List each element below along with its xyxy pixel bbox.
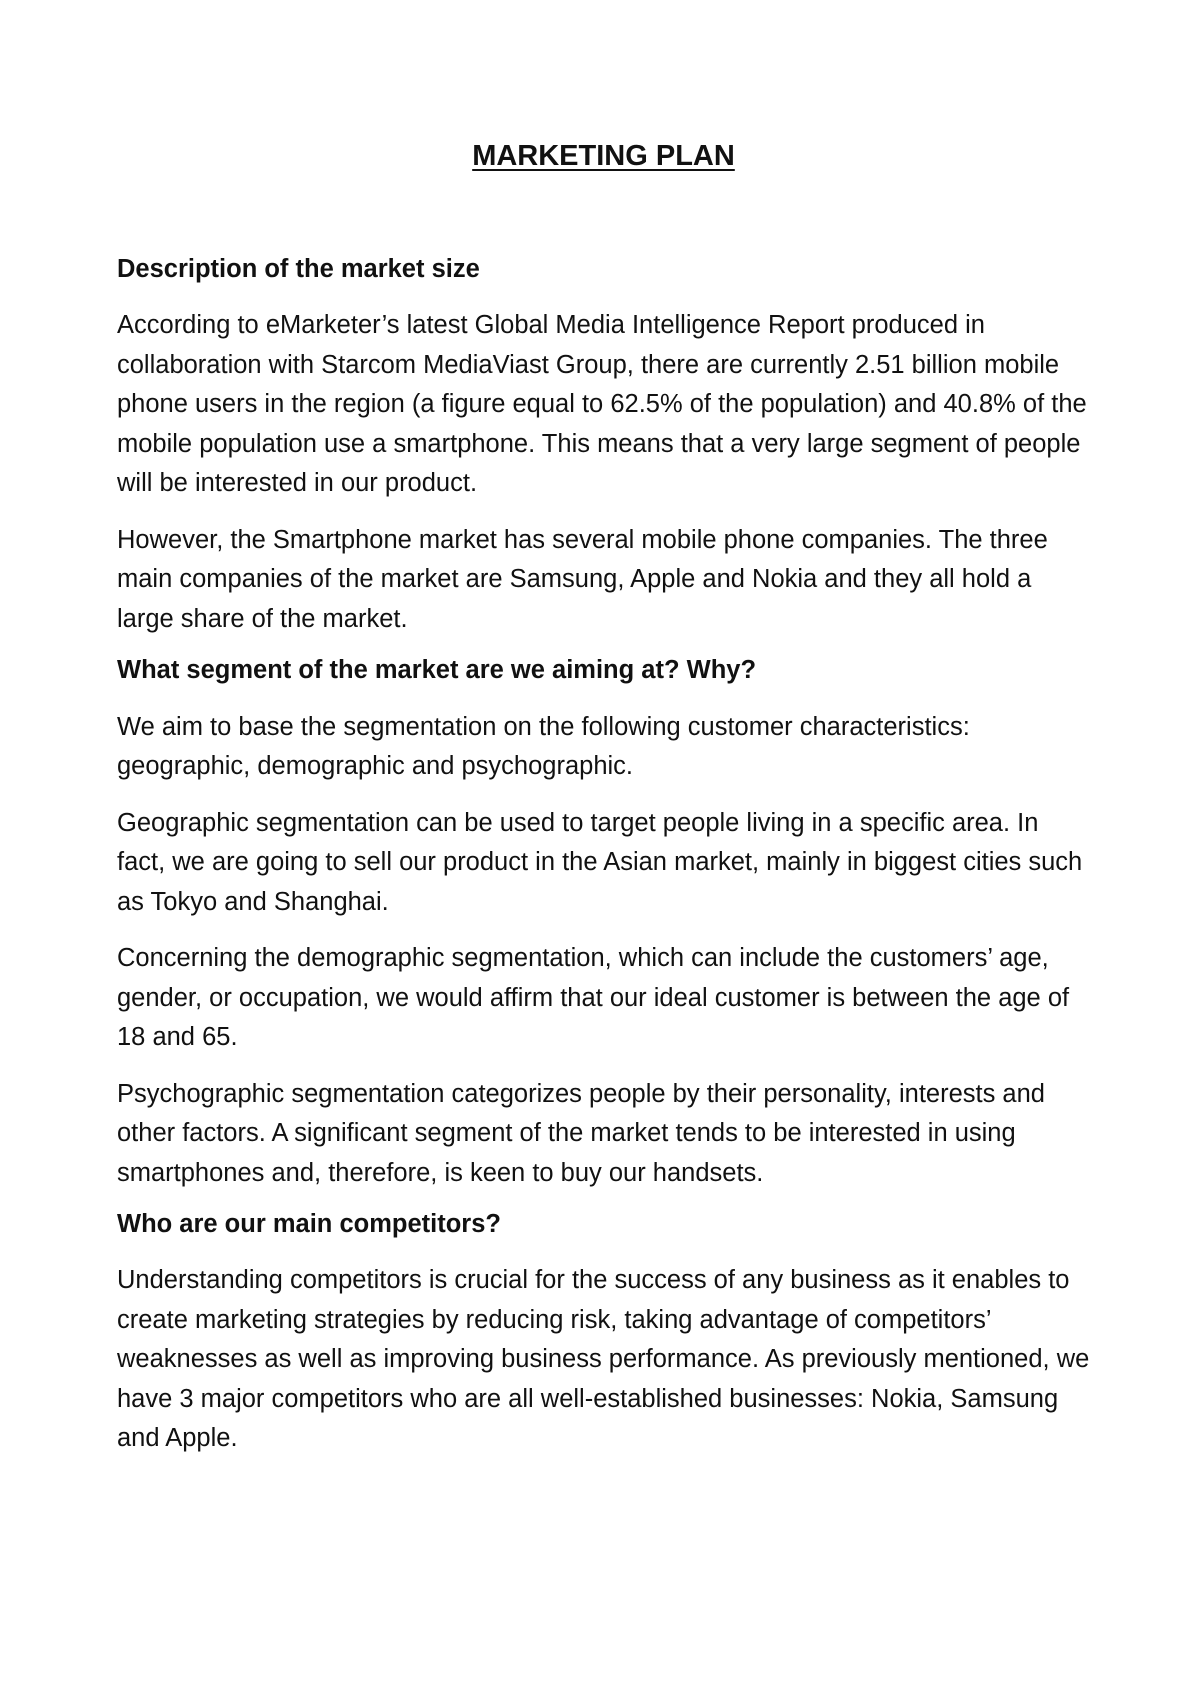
document-title: MARKETING PLAN [472,140,735,172]
section-heading: What segment of the market are we aiming at? Why? [117,656,757,685]
paragraph: We aim to base the segmentation on the following customer characteristics: geographic, demographic and psychographic. [117,712,970,781]
paragraph: However, the Smartphone market has several mobile phone companies. The three main companies of the market are Samsung, Apple and Nokia and they all hold a large share of the market. [117,525,1048,633]
paragraph: Geographic segmentation can be used to target people living in a specific area. In fact, we are going to sell our product in the Asian market, mainly in biggest cities such as Tokyo and Shanghai. [117,808,1083,916]
section-heading: Who are our main competitors? [117,1210,501,1239]
paragraph: Psychographic segmentation categorizes people by their personality, interests and other factors. A significant segment of the market tends to be interested in using smartphones and, therefore, is keen to buy our handsets. [117,1079,1045,1187]
section-heading: Description of the market size [117,254,480,283]
paragraph: Understanding competitors is crucial for the success of any business as it enables to create marketing strategies by reducing risk, taking advantage of competitors’ weaknesses as well as improving business performance. As previously mentioned, we have 3 major competitors who are all well-established businesses: Nokia, Samsung and Apple. [117,1266,1090,1453]
section-competitors [117,1207,1090,1459]
section-target-segment [117,653,1090,1193]
section-market-size [117,252,1090,639]
paragraph: Concerning the demographic segmentation, which can include the customers’ age, gender, or occupation, we would affirm that our ideal customer is between the age of 18 and 65. [117,944,1070,1052]
paragraph: According to eMarketer’s latest Global Media Intelligence Report produced in collaboration with Starcom MediaViast Group, there are currently 2.51 billion mobile phone users in the region (a figure equal to 62.5% of the population) and 40.8% of the mobile population use a smartphone. This means that a very large segment of people will be interested in our product. [117,311,1087,498]
